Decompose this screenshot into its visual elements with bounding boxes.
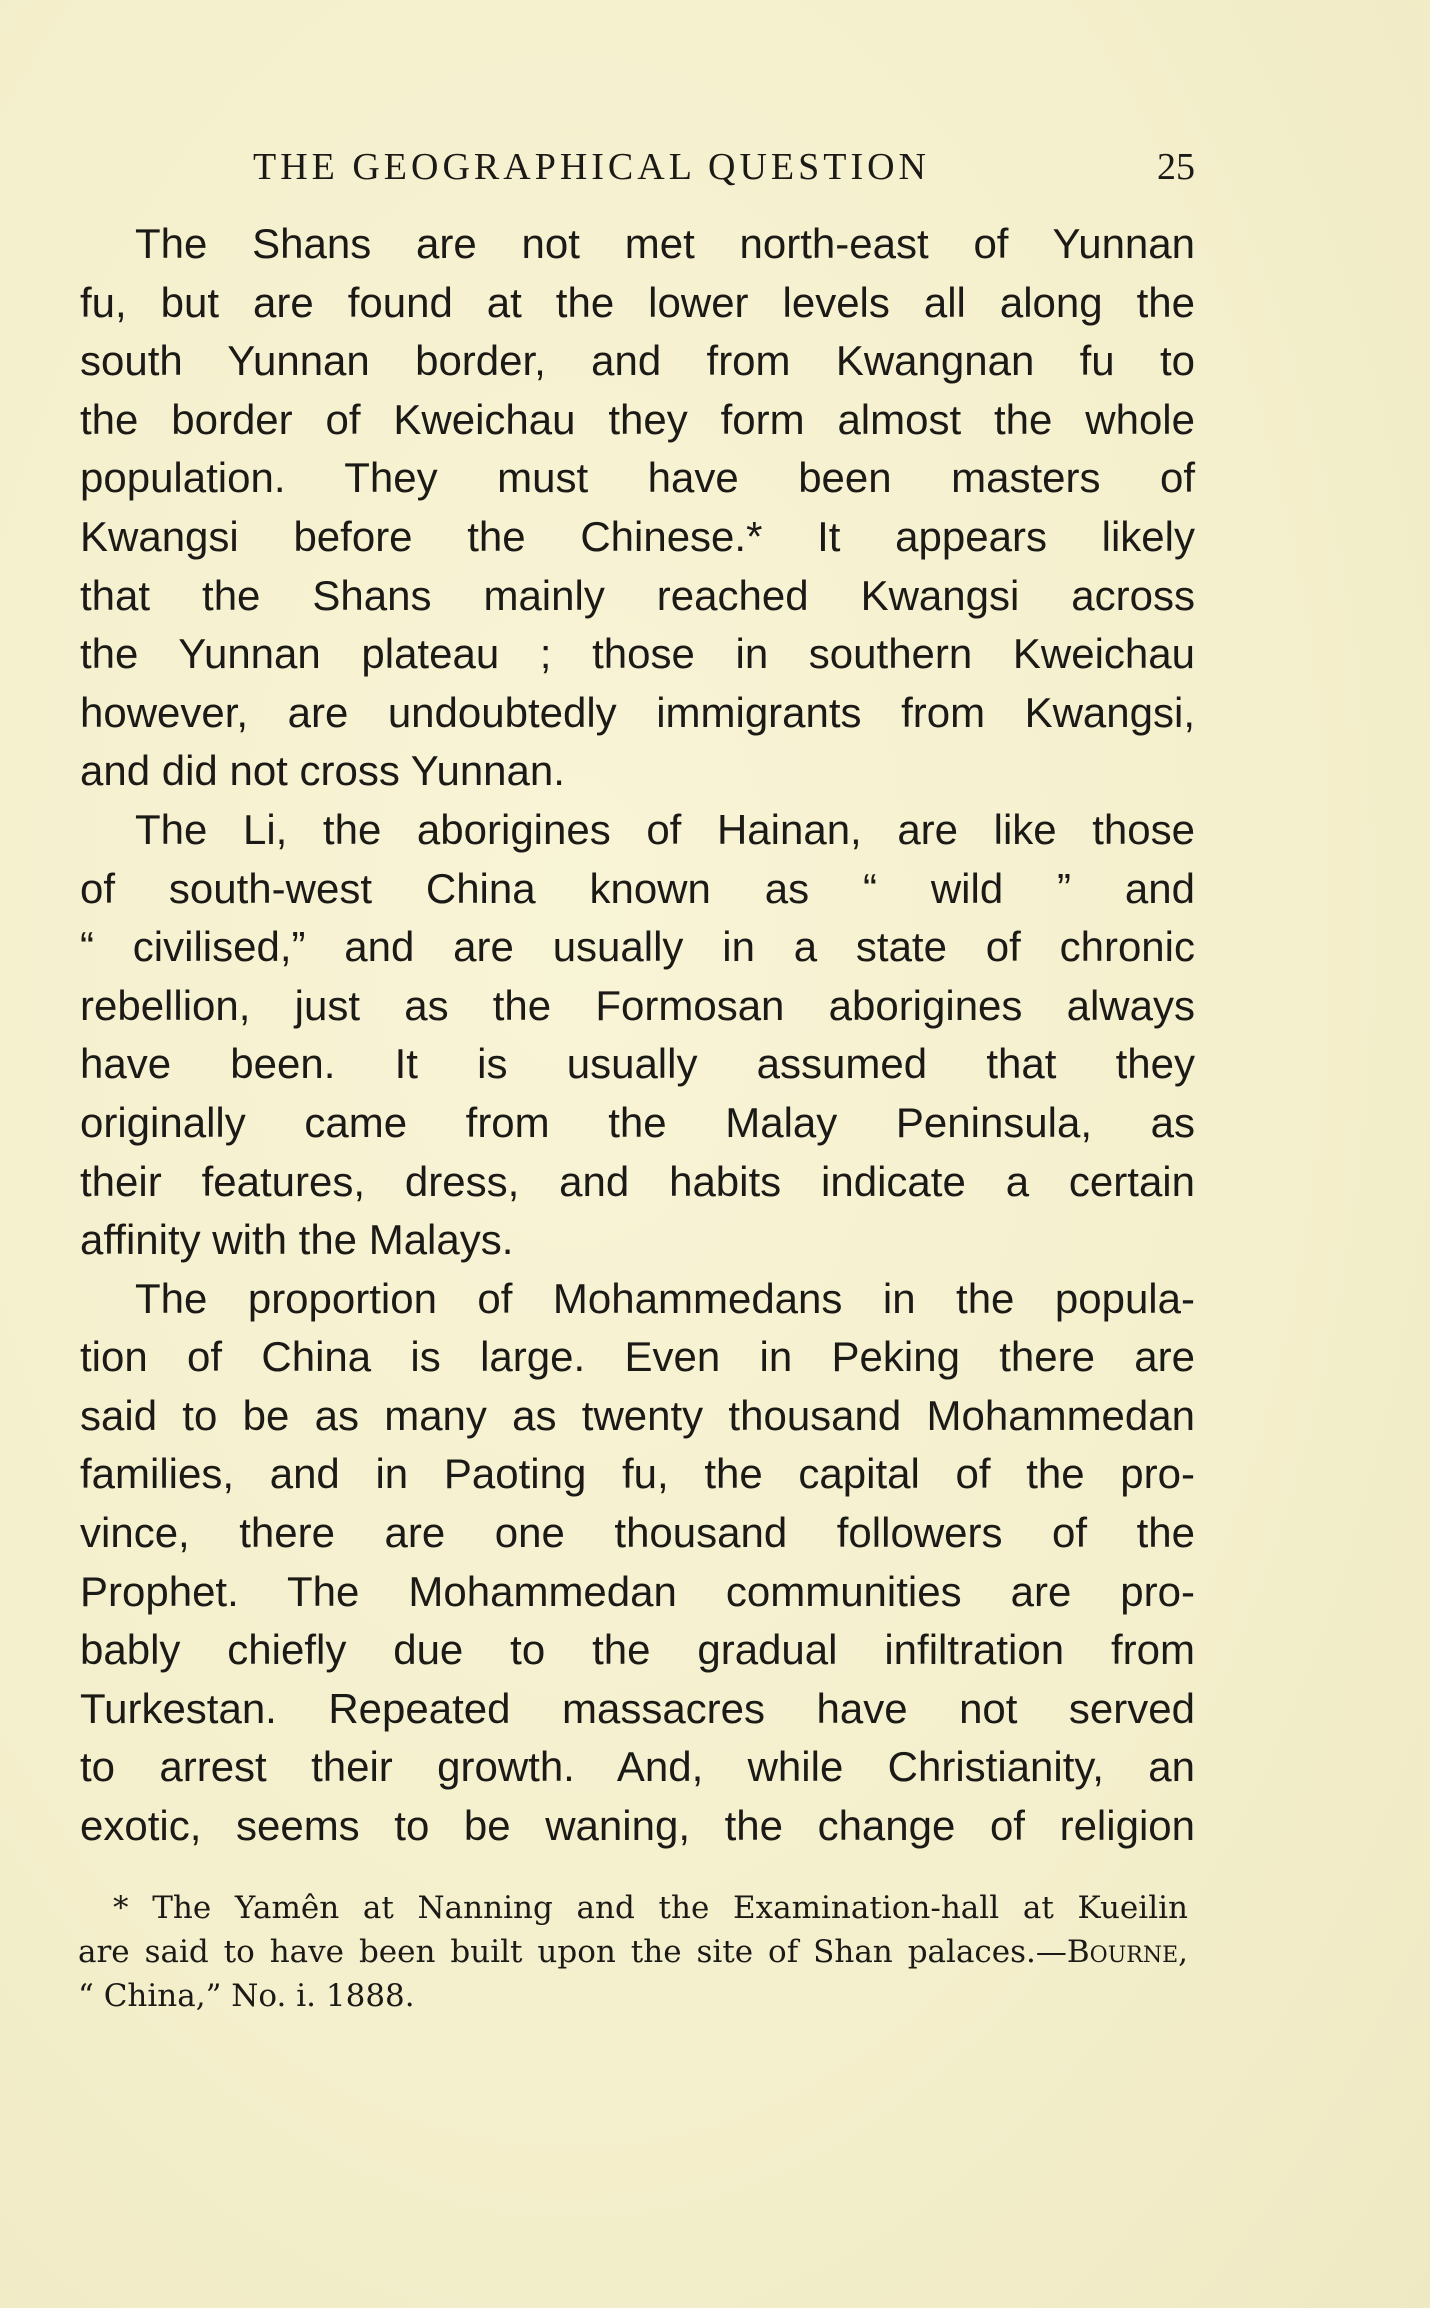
- text-line: south Yunnan border, and from Kwangnan fu to: [80, 337, 1195, 385]
- paragraph: [80, 1270, 1195, 1856]
- footnote-line: * The Yamên at Nanning and the Examination-hall at Kueilin: [113, 1890, 1188, 1926]
- text-line: The Shans are not met north-east of Yunnan: [135, 220, 1195, 267]
- page-header: [253, 142, 1195, 192]
- text-line: bably chiefly due to the gradual infiltration from: [80, 1626, 1195, 1674]
- text-line: affinity with the Malays.: [80, 1216, 514, 1264]
- text-line: Prophet. The Mohammedan communities are pro-: [80, 1567, 1195, 1615]
- text-line: have been. It is usually assumed that they: [80, 1040, 1195, 1088]
- footnote-author: Bourne,: [1066, 1934, 1188, 1970]
- text-line: Kwangsi before the Chinese.* It appears likely: [80, 512, 1195, 560]
- text-line: said to be as many as twenty thousand Mohammedan: [80, 1391, 1195, 1439]
- text-line: to arrest their growth. And, while Christianity, an: [80, 1743, 1195, 1791]
- text-line: fu, but are found at the lower levels all along the: [80, 278, 1195, 326]
- text-line: that the Shans mainly reached Kwangsi across: [80, 571, 1195, 619]
- text-line: originally came from the Malay Peninsula, as: [80, 1098, 1195, 1146]
- text-line: vince, there are one thousand followers of the: [80, 1509, 1195, 1557]
- text-line: “ civilised,” and are usually in a state of chronic: [80, 923, 1195, 971]
- footnote: [78, 1886, 1188, 2018]
- text-line: rebellion, just as the Formosan aborigines always: [80, 981, 1195, 1029]
- text-line: and did not cross Yunnan.: [80, 747, 565, 795]
- body-text: [80, 215, 1195, 1856]
- running-title: THE GEOGRAPHICAL QUESTION: [253, 146, 930, 188]
- footnote-line: [78, 1930, 1188, 1974]
- footnote-text: are said to have been built upon the site of Shan palaces.—: [78, 1934, 1067, 1970]
- text-line: their features, dress, and habits indicate a certain: [80, 1157, 1195, 1205]
- text-line: the border of Kweichau they form almost the whole: [80, 395, 1195, 443]
- text-line: exotic, seems to be waning, the change of religion: [80, 1802, 1195, 1850]
- text-line: The proportion of Mohammedans in the popula-: [135, 1274, 1195, 1322]
- text-line: the Yunnan plateau ; those in southern Kweichau: [80, 630, 1195, 678]
- text-line: tion of China is large. Even in Peking there are: [80, 1333, 1195, 1381]
- footnote-line: “ China,” No. i. 1888.: [78, 1978, 415, 2014]
- text-line: The Li, the aborigines of Hainan, are like those: [135, 805, 1195, 853]
- text-line: population. They must have been masters of: [80, 454, 1195, 502]
- page-number: 25: [1157, 146, 1195, 188]
- text-line: of south-west China known as “ wild ” and: [80, 864, 1195, 912]
- text-line: Turkestan. Repeated massacres have not served: [80, 1684, 1195, 1732]
- text-line: families, and in Paoting fu, the capital of the pro-: [80, 1450, 1195, 1498]
- text-line: however, are undoubtedly immigrants from Kwangsi,: [80, 688, 1195, 736]
- paragraph: [80, 215, 1195, 801]
- paragraph: [80, 801, 1195, 1270]
